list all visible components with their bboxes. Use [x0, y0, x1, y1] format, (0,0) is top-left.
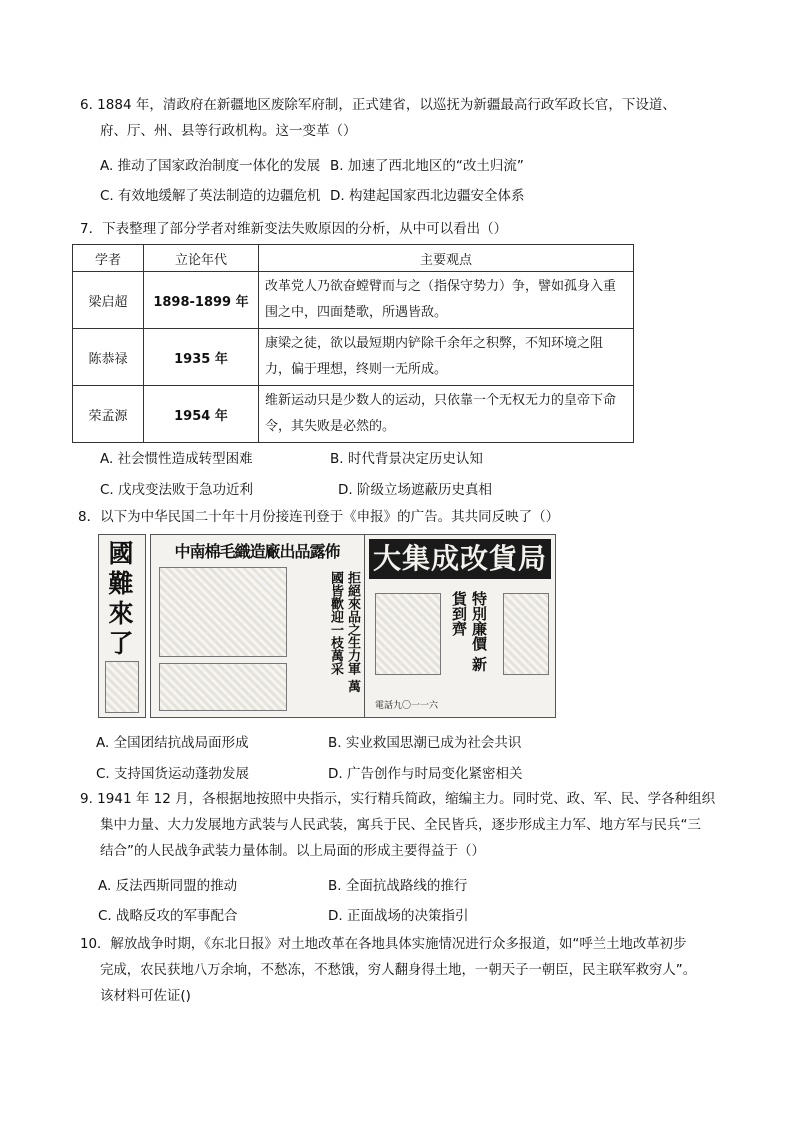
ad2-headline: 中南棉毛織造廠出品露佈	[174, 542, 340, 561]
ad3-side-text	[503, 593, 549, 675]
header-scholar: 学者	[73, 245, 144, 272]
question-6	[80, 92, 720, 144]
cell-scholar: 陈恭禄	[73, 329, 144, 386]
q9-option-b[interactable]: B. 全面抗战路线的推行	[328, 878, 468, 894]
cell-year: 1898-1899 年	[144, 272, 259, 329]
q6-option-a[interactable]: A. 推动了国家政治制度一体化的发展	[100, 158, 321, 174]
ad3-small-text	[375, 593, 441, 675]
cell-view: 改革党人乃欲奋螳臂而与之（指保守势力）争，譬如孤身入重围之中，四面楚歌，所遇皆敌。	[259, 272, 634, 329]
q9-option-a[interactable]: A. 反法西斯同盟的推动	[98, 878, 238, 894]
ad3-headline: 大集成改貨局	[369, 539, 551, 579]
table-row	[73, 386, 634, 443]
table-row	[73, 272, 634, 329]
question-8-stem: 8．以下为中华民国二十年十月份接连刊登于《申报》的广告。其共同反映了（）	[78, 509, 560, 525]
q6-option-d[interactable]: D. 构建起国家西北边疆安全体系	[330, 188, 525, 204]
question-9	[80, 786, 720, 864]
ad1-body-text	[105, 661, 139, 713]
ad1-title: 國難來了	[108, 539, 134, 658]
table-row	[73, 329, 634, 386]
q8-option-a[interactable]: A. 全国团结抗战局面形成	[96, 735, 249, 751]
q8-option-d[interactable]: D. 广告创作与时局变化紧密相关	[328, 766, 523, 782]
q7-option-d[interactable]: D. 阶级立场遮蔽历史真相	[338, 482, 492, 498]
question-6-line: 6. 1884 年，清政府在新疆地区废除军府制，正式建省，以巡抚为新疆最高行政军政长官，下设道、	[80, 97, 676, 113]
q7-option-b[interactable]: B. 时代背景决定历史认知	[330, 451, 483, 467]
q9-option-c[interactable]: C. 战略反攻的军事配合	[98, 908, 238, 924]
question-9-line: 9. 1941 年 12 月，各根据地按照中央指示，实行精兵简政，缩编主力。同时党、政、军、民、学各种组织	[80, 791, 716, 807]
question-10-line: 10．解放战争时期，《东北日报》对土地改革在各地具体实施情况进行众多报道，如“呼兰土地改革初步	[80, 937, 687, 952]
cell-scholar: 荣孟源	[73, 386, 144, 443]
q9-option-d[interactable]: D. 正面战场的决策指引	[328, 908, 469, 924]
q6-option-c[interactable]: C. 有效地缓解了英法制造的边疆危机	[100, 188, 321, 204]
header-year: 立论年代	[144, 245, 259, 272]
table-header-row	[73, 245, 634, 272]
ad2-product-grid	[159, 567, 287, 657]
question-9-line: 结合”的人民战争武装力量体制。以上局面的形成主要得益于（）	[100, 843, 485, 859]
ad-national-crisis	[98, 534, 146, 718]
question-6-line: 府、厅、州、县等行政机构。这一变革（）	[100, 123, 357, 139]
question-10	[80, 932, 720, 1010]
q6-option-b[interactable]: B. 加速了西北地区的“改土归流”	[330, 158, 524, 174]
q8-option-b[interactable]: B. 实业救国思潮已成为社会共识	[328, 735, 522, 751]
q7-option-c[interactable]: C. 戊戌变法败于急功近利	[100, 482, 254, 498]
question-10-line: 完成，农民获地八万余垧，不愁冻，不愁饿，穷人翻身得土地，一朝天子一朝臣，民主联军救穷人”。	[100, 963, 697, 978]
cell-scholar: 梁启超	[73, 272, 144, 329]
shenbao-ads-image	[98, 534, 554, 716]
ad2-body-text	[159, 663, 287, 711]
ad-dajicheng-store	[364, 534, 556, 718]
question-10-line: 该材料可佐证()	[100, 989, 191, 1004]
question-7-stem: 7．下表整理了部分学者对维新变法失败原因的分析，从中可以看出（）	[80, 221, 508, 237]
question-9-line: 集中力量、大力发展地方武装与人民武装，寓兵于民、全民皆兵，逐步形成主力军、地方军与民兵“三	[100, 817, 701, 833]
ad3-phone: 電話九〇一一六	[375, 701, 439, 711]
scholar-views-table	[72, 244, 634, 443]
header-view: 主要观点	[259, 245, 634, 272]
ad2-slogan: 拒絕來品之生力軍 萬國皆歡迎一枝萬采	[328, 571, 360, 693]
ad3-special-price: 特別廉價 新貨到齊	[450, 591, 488, 672]
q7-option-a[interactable]: A. 社会惯性造成转型困难	[100, 451, 253, 467]
q8-option-c[interactable]: C. 支持国货运动蓬勃发展	[96, 766, 250, 782]
cell-year: 1954 年	[144, 386, 259, 443]
cell-year: 1935 年	[144, 329, 259, 386]
cell-view: 维新运动只是少数人的运动，只依靠一个无权无力的皇帝下命令，其失败是必然的。	[259, 386, 634, 443]
cell-view: 康梁之徒，欲以最短期内铲除千余年之积弊，不知环境之阻力，偏于理想，终则一无所成。	[259, 329, 634, 386]
